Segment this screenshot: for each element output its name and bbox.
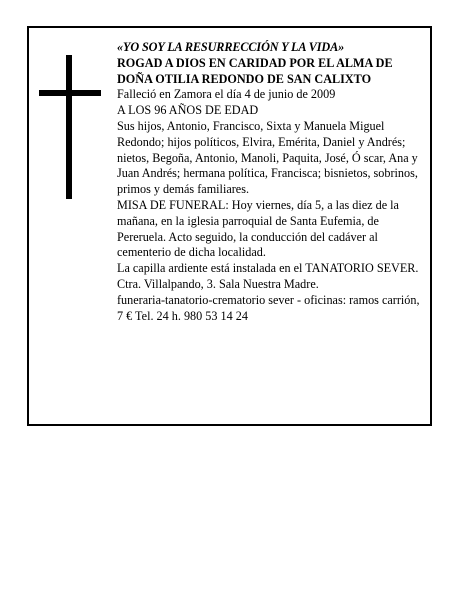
death-info: Falleció en Zamora el día 4 de junio de 2009 <box>117 87 336 102</box>
chapel-paragraph: La capilla ardiente está instalada en el TANATORIO SEVER. Ctra. Villalpando, 3. Sala Nuestra Madre. <box>117 261 419 291</box>
family-paragraph: Sus hijos, Antonio, Francisco, Sixta y Manuela Miguel Redondo; hijos políticos, Elvira, Emérita, Daniel y Andrés; nietos, Begoña, Antonio, Manoli, Paquita, José, Ó scar, Ana y Juan Andrés; hermana política, Francisca; bisnietos, sobrinos, primos y demás familiares. <box>117 118 418 197</box>
cross-vertical-bar <box>66 55 72 199</box>
funeral-paragraph: MISA DE FUNERAL: Hoy viernes, día 5, a las diez de la mañana, en la iglesia parroquial de Santa Eufemia, de Pereruela. Acto seguido, la conducción del cadáver al cementerio de dicha localidad. <box>117 197 399 260</box>
contact-paragraph: funeraria-tanatorio-crematorio sever - oficinas: ramos carrión, 7 € Tel. 24 h. 980 53 14 24 <box>117 292 420 323</box>
cross-horizontal-bar <box>39 90 101 96</box>
notice-text <box>117 40 423 324</box>
notice-headline: ROGAD A DIOS EN CARIDAD POR EL ALMA DE DOÑA OTILIA REDONDO DE SAN CALIXTO <box>117 55 393 86</box>
notice-quote: «YO SOY LA RESURRECCIÓN Y LA VIDA» <box>117 40 345 54</box>
age-line: A LOS 96 AÑOS DE EDAD <box>117 103 259 118</box>
obituary-notice <box>27 26 432 426</box>
cross-icon <box>39 55 101 199</box>
